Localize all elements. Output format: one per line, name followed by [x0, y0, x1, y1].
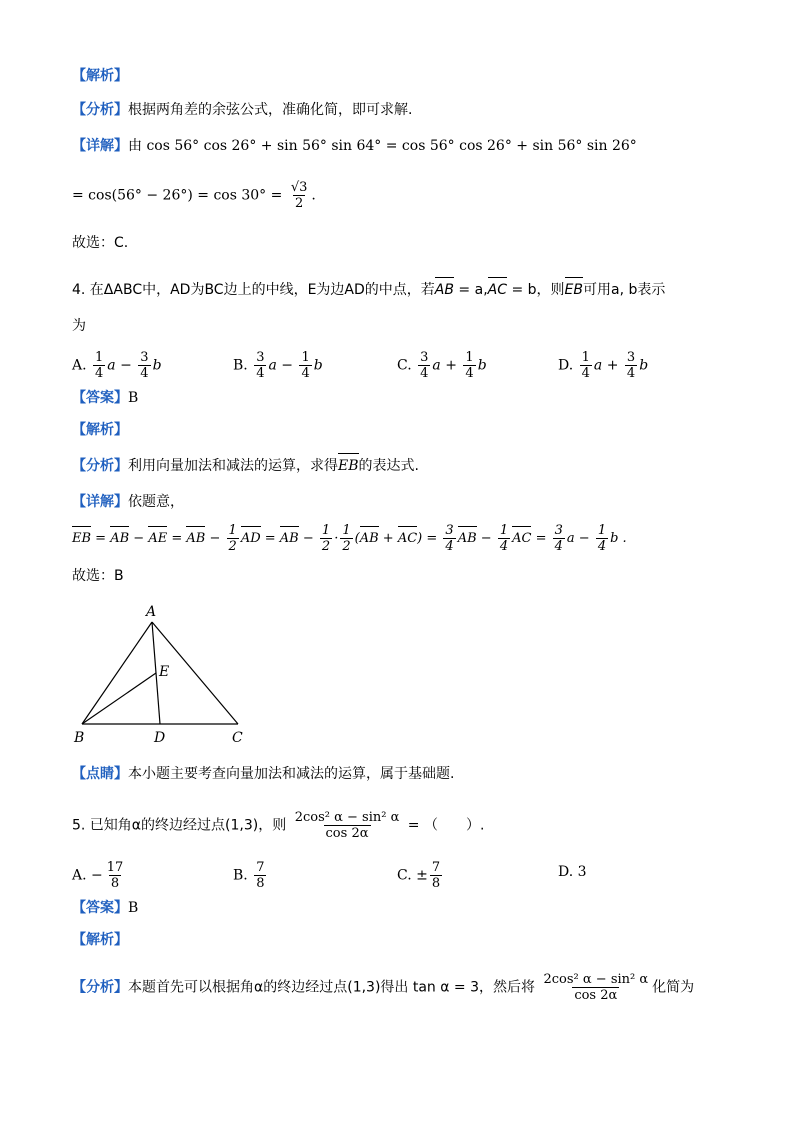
q4-detail-intro [72, 492, 184, 512]
q5-stem-a: 5. 已知角α的终边经过点(1,3)，则 [72, 817, 287, 834]
q4-answer [72, 388, 138, 408]
den: 4 [140, 366, 149, 381]
q5-analysis-num: 2cos² α − sin² α [543, 972, 649, 987]
vector-ab: AB [434, 282, 454, 298]
fraction [254, 860, 266, 891]
fraction [580, 350, 592, 381]
q4-stem-b: 可用a, b表示 [583, 282, 666, 298]
option-letter: C. [397, 867, 412, 884]
operator: + [445, 357, 457, 374]
vector-symbol: b [313, 357, 323, 374]
q5-analysis-fraction [541, 972, 650, 1003]
q3-detail-line2: = cos(56° − 26°) = cos 30° = $\frac{√3}{2}$ . [72, 180, 316, 211]
tag-fenxi: 【分析】 [72, 102, 128, 118]
q4-option-c [397, 350, 487, 381]
q4-option-b [233, 350, 323, 381]
side-ab [82, 622, 152, 724]
den: 4 [581, 366, 590, 381]
q3-detail-line2-left: = cos(56° − 26°) = cos 30° = [72, 187, 283, 204]
den: 4 [626, 366, 636, 381]
num: 1 [301, 350, 310, 365]
option-letter: D. [558, 357, 574, 374]
vector-symbol: b [639, 357, 649, 374]
den: 8 [256, 876, 265, 891]
tag-xiangjie: 【详解】 [72, 494, 128, 510]
q5-option-b [233, 860, 268, 891]
option-letter: C. [397, 357, 412, 374]
num: 1 [465, 350, 474, 365]
triangle-figure [70, 598, 260, 752]
q3-analysis-text: 根据两角差的余弦公式，准确化简，即可求解. [128, 102, 413, 118]
q4-stem [72, 280, 665, 300]
fraction [138, 350, 150, 381]
num: 3 [420, 350, 429, 365]
tag-daan: 【答案】 [72, 390, 128, 406]
vector-symbol: a [593, 357, 603, 374]
den: 4 [256, 366, 265, 381]
num: 3 [140, 350, 149, 365]
tag-dianjing: 【点睛】 [72, 766, 128, 782]
q4-stem-eq2: = b，则 [507, 282, 565, 298]
operator: − [120, 357, 132, 374]
den: 4 [301, 366, 310, 381]
option-prefix: − [91, 867, 103, 884]
den: 4 [465, 366, 474, 381]
fraction [254, 350, 266, 381]
q3-detail-text: 由 cos 56° cos 26° + sin 56° sin 64° = cos 56° cos 26° + sin 56° sin 26° [128, 138, 637, 154]
fraction [93, 350, 105, 381]
q3-detail-line1 [72, 136, 637, 156]
vector-symbol: b [152, 357, 162, 374]
q4-choice: 故选：B [72, 568, 124, 584]
q5-analysis-b: 化简为 [652, 979, 695, 996]
q5-analysis-a: 本题首先可以根据角α的终边经过点(1,3)得出 tan α = 3，然后将 [128, 979, 536, 996]
label-a: A [146, 604, 157, 620]
q3-result-num: √3 [290, 180, 308, 195]
q5-frac-den: cos 2α [325, 826, 369, 841]
vector-eb: EB [338, 458, 359, 474]
q5-analysis-den: cos 2α [574, 988, 618, 1003]
q5-option-a [72, 860, 127, 891]
vector-symbol: b [477, 357, 487, 374]
vector-symbol: a [432, 357, 441, 374]
fraction [418, 350, 430, 381]
label-b: B [74, 730, 85, 746]
den: 8 [110, 876, 120, 891]
fraction [299, 350, 311, 381]
q4-option-a [72, 350, 162, 381]
vector-ac: AC [487, 282, 508, 298]
q4-option-d [558, 350, 648, 381]
operator: + [606, 357, 619, 374]
num: 3 [626, 350, 636, 365]
tag-jiexi-q4: 【解析】 [72, 422, 128, 438]
q4-analysis-a: 利用向量加法和减法的运算，求得 [128, 458, 338, 474]
num: 7 [431, 860, 441, 875]
fraction [430, 860, 442, 891]
option-letter: B. [233, 357, 248, 374]
q4-analysis [72, 456, 419, 476]
tag-fenxi: 【分析】 [72, 458, 128, 474]
q5-frac-num: 2cos² α − sin² α [294, 810, 400, 825]
vector-symbol: a [107, 357, 116, 374]
q5-option-d [558, 862, 587, 882]
den: 4 [420, 366, 429, 381]
fraction [105, 860, 126, 891]
num: 1 [581, 350, 590, 365]
q4-stem-eq1: = a, [453, 282, 488, 298]
vector-symbol: a [268, 357, 277, 374]
q3-choice: 故选：C. [72, 235, 129, 251]
label-e: E [159, 664, 170, 680]
den: 8 [431, 876, 441, 891]
q5-answer-value: B [128, 900, 139, 916]
q3-result-den: 2 [294, 196, 304, 211]
tag-daan: 【答案】 [72, 900, 128, 916]
option-value: 3 [577, 864, 587, 880]
option-letter: A. [72, 357, 87, 374]
q5-fraction [293, 810, 402, 841]
q3-result-fraction [289, 180, 310, 211]
den: 4 [95, 366, 104, 381]
tag-jiexi-q5: 【解析】 [72, 932, 128, 948]
segment-be [82, 673, 156, 724]
q4-comment [72, 764, 454, 784]
fraction [463, 350, 475, 381]
q4-derivation: EB = AB − AE = AB − $\frac{1}{2}$ AD = AB − $\frac{1}{2}$ · $\frac{1}{2}$ (AB + AC) = $\frac{3}{4}$ AB − $\frac{1}{4}$ AC = $\frac{3}{4}$ a − $\frac{1}{4}$ b . [72, 523, 627, 554]
tag-xiangjie: 【详解】 [72, 138, 128, 154]
vector-eb: EB [564, 282, 583, 298]
tag-fenxi: 【分析】 [72, 979, 128, 996]
option-letter: A. [72, 867, 87, 884]
q4-comment-text: 本小题主要考查向量加法和减法的运算，属于基础题. [128, 766, 455, 782]
q5-stem [72, 810, 484, 841]
q5-answer [72, 898, 138, 918]
operator: − [281, 357, 294, 374]
num: 7 [256, 860, 265, 875]
num: 1 [95, 350, 104, 365]
num: 3 [256, 350, 265, 365]
tag-jiexi-q3: 【解析】 [72, 68, 128, 84]
fraction [625, 350, 637, 381]
option-prefix: ± [416, 867, 428, 884]
q4-detail-intro-text: 依题意， [128, 494, 184, 510]
q5-analysis [72, 972, 694, 1003]
option-letter: B. [233, 867, 248, 884]
q5-stem-b: = （ ）. [407, 817, 485, 834]
option-letter: D. [558, 864, 574, 880]
triangle-diagram [70, 598, 260, 748]
q3-analysis [72, 100, 412, 120]
label-d: D [154, 730, 166, 746]
q4-stem-cont: 为 [72, 318, 86, 334]
q5-option-c [397, 860, 444, 891]
label-c: C [232, 730, 243, 746]
q4-stem-a: 4. 在ΔABC中，AD为BC边上的中线，E为边AD的中点，若 [72, 282, 435, 298]
q4-answer-value: B [128, 390, 139, 406]
q4-analysis-b: 的表达式. [358, 458, 419, 474]
num: 17 [106, 860, 124, 875]
